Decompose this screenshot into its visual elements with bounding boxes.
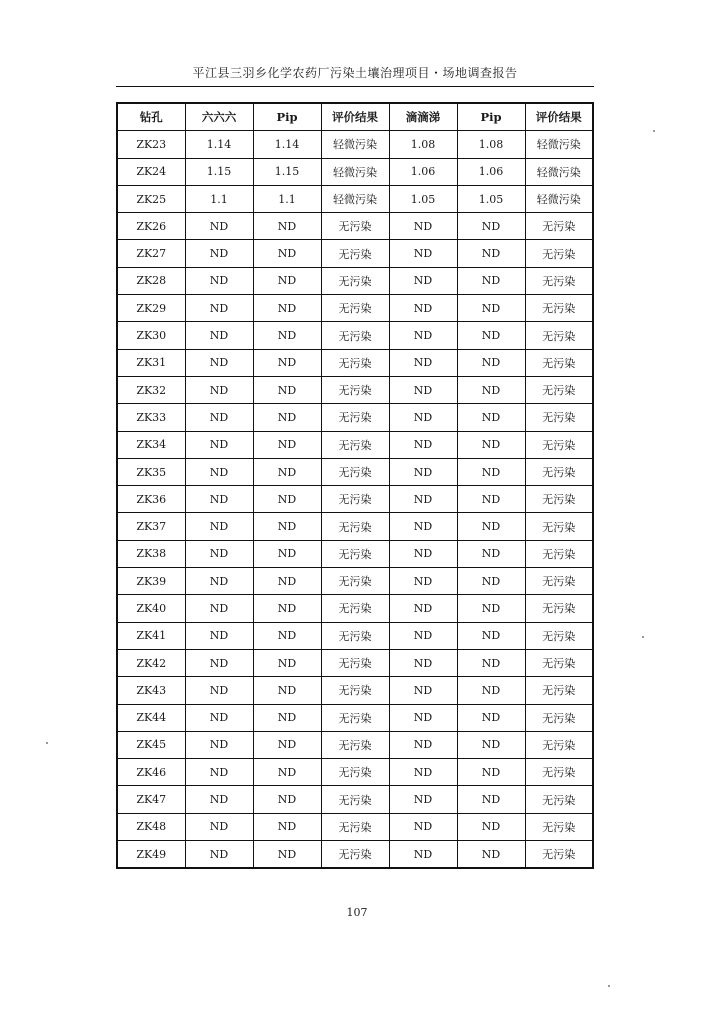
cell-borehole: ZK31 bbox=[117, 349, 185, 376]
cell-result-hch: 无污染 bbox=[321, 240, 389, 267]
column-header-borehole: 钻孔 bbox=[117, 103, 185, 131]
cell-result-ddt: 无污染 bbox=[525, 349, 593, 376]
cell-result-ddt: 无污染 bbox=[525, 759, 593, 786]
table-row bbox=[117, 649, 593, 676]
cell-borehole: ZK43 bbox=[117, 677, 185, 704]
table-row bbox=[117, 322, 593, 349]
cell-pip-hch: ND bbox=[253, 513, 321, 540]
cell-hch: ND bbox=[185, 404, 253, 431]
cell-pip-hch: ND bbox=[253, 731, 321, 758]
cell-pip-hch: ND bbox=[253, 595, 321, 622]
cell-borehole: ZK32 bbox=[117, 376, 185, 403]
cell-result-hch: 无污染 bbox=[321, 786, 389, 813]
cell-hch: ND bbox=[185, 213, 253, 240]
table-header-row bbox=[117, 103, 593, 131]
cell-result-hch: 无污染 bbox=[321, 458, 389, 485]
cell-ddt: ND bbox=[389, 431, 457, 458]
cell-result-ddt: 无污染 bbox=[525, 649, 593, 676]
cell-pip-hch: ND bbox=[253, 376, 321, 403]
cell-pip-ddt: ND bbox=[457, 267, 525, 294]
cell-pip-hch: ND bbox=[253, 295, 321, 322]
cell-result-hch: 无污染 bbox=[321, 649, 389, 676]
cell-ddt: ND bbox=[389, 677, 457, 704]
cell-pip-hch: ND bbox=[253, 431, 321, 458]
header-rule bbox=[116, 86, 594, 87]
cell-pip-hch: ND bbox=[253, 240, 321, 267]
scan-speck bbox=[653, 130, 655, 132]
cell-borehole: ZK46 bbox=[117, 759, 185, 786]
cell-pip-ddt: ND bbox=[457, 595, 525, 622]
cell-borehole: ZK48 bbox=[117, 813, 185, 840]
cell-borehole: ZK28 bbox=[117, 267, 185, 294]
cell-borehole: ZK45 bbox=[117, 731, 185, 758]
cell-result-ddt: 无污染 bbox=[525, 431, 593, 458]
cell-pip-ddt: ND bbox=[457, 513, 525, 540]
cell-pip-ddt: ND bbox=[457, 458, 525, 485]
cell-borehole: ZK23 bbox=[117, 131, 185, 158]
cell-result-ddt: 无污染 bbox=[525, 813, 593, 840]
table-row bbox=[117, 759, 593, 786]
cell-ddt: ND bbox=[389, 649, 457, 676]
cell-ddt: ND bbox=[389, 240, 457, 267]
column-header-hch: 六六六 bbox=[185, 103, 253, 131]
cell-pip-hch: ND bbox=[253, 677, 321, 704]
table-row bbox=[117, 568, 593, 595]
cell-result-hch: 无污染 bbox=[321, 595, 389, 622]
table-row bbox=[117, 731, 593, 758]
cell-borehole: ZK27 bbox=[117, 240, 185, 267]
page-header-title: 平江县三羽乡化学农药厂污染土壤治理项目・场地调查报告 bbox=[192, 66, 518, 80]
soil-assessment-table bbox=[116, 102, 594, 869]
cell-result-hch: 无污染 bbox=[321, 431, 389, 458]
cell-result-ddt: 无污染 bbox=[525, 540, 593, 567]
cell-pip-ddt: 1.08 bbox=[457, 131, 525, 158]
cell-result-ddt: 无污染 bbox=[525, 295, 593, 322]
cell-hch: ND bbox=[185, 568, 253, 595]
cell-borehole: ZK33 bbox=[117, 404, 185, 431]
cell-result-hch: 轻微污染 bbox=[321, 131, 389, 158]
cell-result-ddt: 无污染 bbox=[525, 841, 593, 869]
cell-pip-hch: ND bbox=[253, 486, 321, 513]
cell-result-ddt: 无污染 bbox=[525, 677, 593, 704]
cell-result-ddt: 无污染 bbox=[525, 267, 593, 294]
cell-result-hch: 无污染 bbox=[321, 376, 389, 403]
cell-result-hch: 无污染 bbox=[321, 404, 389, 431]
cell-ddt: 1.05 bbox=[389, 185, 457, 212]
cell-pip-ddt: ND bbox=[457, 213, 525, 240]
cell-pip-hch: ND bbox=[253, 622, 321, 649]
table-row bbox=[117, 622, 593, 649]
cell-pip-hch: ND bbox=[253, 568, 321, 595]
cell-borehole: ZK40 bbox=[117, 595, 185, 622]
cell-hch: ND bbox=[185, 349, 253, 376]
cell-result-ddt: 无污染 bbox=[525, 513, 593, 540]
page-number: 107 bbox=[346, 906, 368, 919]
cell-ddt: ND bbox=[389, 595, 457, 622]
cell-pip-hch: ND bbox=[253, 267, 321, 294]
cell-hch: ND bbox=[185, 267, 253, 294]
cell-pip-hch: 1.1 bbox=[253, 185, 321, 212]
table-row bbox=[117, 213, 593, 240]
table-row bbox=[117, 349, 593, 376]
cell-pip-ddt: ND bbox=[457, 813, 525, 840]
cell-pip-hch: 1.15 bbox=[253, 158, 321, 185]
cell-pip-hch: ND bbox=[253, 704, 321, 731]
cell-result-ddt: 无污染 bbox=[525, 786, 593, 813]
cell-ddt: ND bbox=[389, 622, 457, 649]
cell-result-ddt: 无污染 bbox=[525, 322, 593, 349]
cell-borehole: ZK41 bbox=[117, 622, 185, 649]
cell-ddt: ND bbox=[389, 704, 457, 731]
cell-pip-hch: ND bbox=[253, 759, 321, 786]
cell-ddt: ND bbox=[389, 731, 457, 758]
cell-result-ddt: 无污染 bbox=[525, 458, 593, 485]
cell-pip-hch: ND bbox=[253, 322, 321, 349]
cell-pip-ddt: ND bbox=[457, 240, 525, 267]
cell-hch: ND bbox=[185, 458, 253, 485]
cell-borehole: ZK26 bbox=[117, 213, 185, 240]
cell-result-hch: 无污染 bbox=[321, 213, 389, 240]
cell-pip-ddt: ND bbox=[457, 404, 525, 431]
cell-hch: ND bbox=[185, 786, 253, 813]
cell-hch: ND bbox=[185, 322, 253, 349]
cell-pip-ddt: ND bbox=[457, 431, 525, 458]
cell-ddt: ND bbox=[389, 841, 457, 869]
cell-pip-ddt: ND bbox=[457, 540, 525, 567]
cell-result-ddt: 无污染 bbox=[525, 376, 593, 403]
cell-pip-ddt: ND bbox=[457, 786, 525, 813]
cell-pip-ddt: ND bbox=[457, 841, 525, 869]
cell-borehole: ZK37 bbox=[117, 513, 185, 540]
scan-speck bbox=[46, 742, 48, 744]
table-row bbox=[117, 704, 593, 731]
cell-hch: ND bbox=[185, 677, 253, 704]
cell-result-hch: 无污染 bbox=[321, 540, 389, 567]
table-row bbox=[117, 841, 593, 869]
table-row bbox=[117, 158, 593, 185]
cell-ddt: ND bbox=[389, 759, 457, 786]
column-header-result-hch: 评价结果 bbox=[321, 103, 389, 131]
cell-pip-hch: ND bbox=[253, 786, 321, 813]
cell-result-hch: 无污染 bbox=[321, 677, 389, 704]
cell-pip-ddt: 1.05 bbox=[457, 185, 525, 212]
cell-pip-hch: ND bbox=[253, 213, 321, 240]
table-row bbox=[117, 595, 593, 622]
table-row bbox=[117, 185, 593, 212]
cell-borehole: ZK30 bbox=[117, 322, 185, 349]
cell-result-ddt: 无污染 bbox=[525, 622, 593, 649]
column-header-ddt: 滴滴涕 bbox=[389, 103, 457, 131]
cell-borehole: ZK47 bbox=[117, 786, 185, 813]
table-row bbox=[117, 431, 593, 458]
cell-result-hch: 无污染 bbox=[321, 841, 389, 869]
cell-result-hch: 无污染 bbox=[321, 349, 389, 376]
cell-pip-ddt: ND bbox=[457, 677, 525, 704]
cell-pip-ddt: ND bbox=[457, 759, 525, 786]
table-row bbox=[117, 404, 593, 431]
table-row bbox=[117, 486, 593, 513]
column-header-pip-ddt: Pip bbox=[457, 103, 525, 131]
cell-borehole: ZK36 bbox=[117, 486, 185, 513]
cell-pip-hch: 1.14 bbox=[253, 131, 321, 158]
cell-ddt: 1.06 bbox=[389, 158, 457, 185]
cell-result-ddt: 无污染 bbox=[525, 704, 593, 731]
cell-hch: 1.15 bbox=[185, 158, 253, 185]
cell-hch: ND bbox=[185, 513, 253, 540]
cell-borehole: ZK44 bbox=[117, 704, 185, 731]
cell-hch: 1.14 bbox=[185, 131, 253, 158]
cell-result-hch: 无污染 bbox=[321, 813, 389, 840]
cell-borehole: ZK24 bbox=[117, 158, 185, 185]
cell-result-ddt: 轻微污染 bbox=[525, 158, 593, 185]
cell-hch: ND bbox=[185, 376, 253, 403]
cell-hch: ND bbox=[185, 540, 253, 567]
cell-result-hch: 无污染 bbox=[321, 513, 389, 540]
table-row bbox=[117, 677, 593, 704]
cell-ddt: ND bbox=[389, 813, 457, 840]
table-row bbox=[117, 813, 593, 840]
cell-result-ddt: 轻微污染 bbox=[525, 131, 593, 158]
cell-hch: ND bbox=[185, 622, 253, 649]
cell-ddt: ND bbox=[389, 540, 457, 567]
cell-hch: ND bbox=[185, 841, 253, 869]
cell-hch: ND bbox=[185, 649, 253, 676]
cell-result-hch: 无污染 bbox=[321, 622, 389, 649]
cell-hch: ND bbox=[185, 759, 253, 786]
cell-result-ddt: 无污染 bbox=[525, 486, 593, 513]
table-row bbox=[117, 240, 593, 267]
cell-result-ddt: 无污染 bbox=[525, 404, 593, 431]
cell-pip-ddt: 1.06 bbox=[457, 158, 525, 185]
cell-ddt: ND bbox=[389, 267, 457, 294]
cell-borehole: ZK39 bbox=[117, 568, 185, 595]
cell-pip-hch: ND bbox=[253, 404, 321, 431]
cell-result-ddt: 轻微污染 bbox=[525, 185, 593, 212]
cell-ddt: ND bbox=[389, 376, 457, 403]
cell-hch: ND bbox=[185, 595, 253, 622]
cell-hch: ND bbox=[185, 295, 253, 322]
cell-borehole: ZK29 bbox=[117, 295, 185, 322]
cell-result-hch: 无污染 bbox=[321, 267, 389, 294]
cell-hch: ND bbox=[185, 486, 253, 513]
cell-result-hch: 无污染 bbox=[321, 759, 389, 786]
column-header-result-ddt: 评价结果 bbox=[525, 103, 593, 131]
cell-result-hch: 无污染 bbox=[321, 731, 389, 758]
cell-result-ddt: 无污染 bbox=[525, 213, 593, 240]
cell-ddt: ND bbox=[389, 404, 457, 431]
cell-result-hch: 无污染 bbox=[321, 295, 389, 322]
cell-pip-ddt: ND bbox=[457, 486, 525, 513]
cell-result-ddt: 无污染 bbox=[525, 568, 593, 595]
column-header-pip-hch: Pip bbox=[253, 103, 321, 131]
cell-ddt: ND bbox=[389, 786, 457, 813]
cell-ddt: ND bbox=[389, 513, 457, 540]
table-row bbox=[117, 295, 593, 322]
cell-ddt: ND bbox=[389, 458, 457, 485]
cell-ddt: ND bbox=[389, 295, 457, 322]
cell-hch: ND bbox=[185, 431, 253, 458]
cell-ddt: 1.08 bbox=[389, 131, 457, 158]
cell-pip-ddt: ND bbox=[457, 295, 525, 322]
table-row bbox=[117, 267, 593, 294]
cell-pip-ddt: ND bbox=[457, 649, 525, 676]
cell-pip-ddt: ND bbox=[457, 704, 525, 731]
cell-result-ddt: 无污染 bbox=[525, 731, 593, 758]
cell-ddt: ND bbox=[389, 322, 457, 349]
cell-hch: ND bbox=[185, 731, 253, 758]
cell-result-hch: 轻微污染 bbox=[321, 158, 389, 185]
table-row bbox=[117, 540, 593, 567]
cell-pip-hch: ND bbox=[253, 540, 321, 567]
cell-pip-ddt: ND bbox=[457, 731, 525, 758]
cell-pip-hch: ND bbox=[253, 841, 321, 869]
cell-hch: ND bbox=[185, 704, 253, 731]
cell-borehole: ZK25 bbox=[117, 185, 185, 212]
cell-result-hch: 无污染 bbox=[321, 704, 389, 731]
cell-borehole: ZK34 bbox=[117, 431, 185, 458]
cell-result-hch: 无污染 bbox=[321, 486, 389, 513]
cell-hch: 1.1 bbox=[185, 185, 253, 212]
cell-pip-hch: ND bbox=[253, 813, 321, 840]
table-row bbox=[117, 131, 593, 158]
cell-pip-ddt: ND bbox=[457, 622, 525, 649]
cell-hch: ND bbox=[185, 240, 253, 267]
cell-borehole: ZK49 bbox=[117, 841, 185, 869]
cell-pip-hch: ND bbox=[253, 458, 321, 485]
cell-pip-ddt: ND bbox=[457, 568, 525, 595]
cell-result-hch: 无污染 bbox=[321, 322, 389, 349]
cell-ddt: ND bbox=[389, 349, 457, 376]
cell-pip-ddt: ND bbox=[457, 349, 525, 376]
cell-result-ddt: 无污染 bbox=[525, 240, 593, 267]
table-body bbox=[117, 131, 593, 869]
cell-pip-hch: ND bbox=[253, 649, 321, 676]
cell-ddt: ND bbox=[389, 213, 457, 240]
cell-pip-hch: ND bbox=[253, 349, 321, 376]
table-row bbox=[117, 458, 593, 485]
cell-pip-ddt: ND bbox=[457, 376, 525, 403]
scan-speck bbox=[642, 636, 644, 638]
table-row bbox=[117, 376, 593, 403]
cell-pip-ddt: ND bbox=[457, 322, 525, 349]
cell-result-hch: 无污染 bbox=[321, 568, 389, 595]
table-row bbox=[117, 513, 593, 540]
cell-borehole: ZK35 bbox=[117, 458, 185, 485]
cell-ddt: ND bbox=[389, 568, 457, 595]
table-row bbox=[117, 786, 593, 813]
cell-borehole: ZK38 bbox=[117, 540, 185, 567]
cell-ddt: ND bbox=[389, 486, 457, 513]
cell-result-hch: 轻微污染 bbox=[321, 185, 389, 212]
cell-result-ddt: 无污染 bbox=[525, 595, 593, 622]
cell-borehole: ZK42 bbox=[117, 649, 185, 676]
scan-speck bbox=[608, 985, 610, 987]
cell-hch: ND bbox=[185, 813, 253, 840]
